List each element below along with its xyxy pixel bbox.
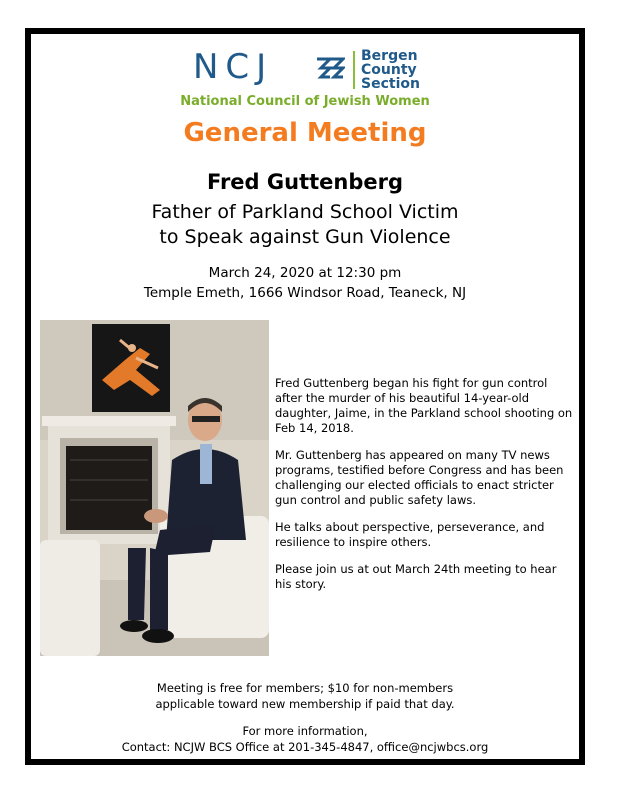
fee-line: applicable toward new membership if paid that day. bbox=[155, 697, 455, 711]
speaker-photo-illustration bbox=[40, 320, 269, 656]
ncjw-w-mark-icon bbox=[315, 53, 345, 85]
speaker-name: Fred Guttenberg bbox=[206, 170, 404, 194]
fee-line: Meeting is free for members; $10 for non-members bbox=[156, 681, 454, 695]
bio-paragraph: He talks about perspective, perseverance, and resilience to inspire others. bbox=[275, 520, 545, 549]
flyer-frame bbox=[25, 28, 585, 765]
logo-section-line: Section bbox=[361, 76, 420, 92]
event-datetime: March 24, 2020 at 12:30 pm bbox=[208, 265, 402, 281]
event-location: Temple Emeth, 1666 Windsor Road, Teaneck, NJ bbox=[143, 285, 467, 301]
ncjw-logo bbox=[193, 47, 453, 95]
logo-divider bbox=[353, 51, 355, 89]
bio-paragraph: Fred Guttenberg began his fight for gun control after the murder of his beautiful 14-year-old daughter, Jaime, in the Parkland school shooting on Feb 14, 2018. bbox=[275, 376, 573, 435]
organization-name: National Council of Jewish Women bbox=[180, 94, 430, 109]
logo-letters: NCJ bbox=[193, 47, 274, 87]
logo-section-line: County bbox=[361, 62, 417, 78]
contact-line: Contact: NCJW BCS Office at 201-345-4847, office@ncjwbcs.org bbox=[121, 740, 489, 754]
bio-paragraph: Please join us at out March 24th meeting to hear his story. bbox=[275, 562, 557, 591]
logo-section-line: Bergen bbox=[361, 48, 418, 64]
speaker-bio bbox=[275, 376, 575, 604]
speaker-photo bbox=[40, 320, 269, 656]
bio-paragraph: Mr. Guttenberg has appeared on many TV news programs, testified before Congress and has been challenging our elected officials to enact stricter gun control and public safety laws. bbox=[275, 448, 564, 507]
fee-info bbox=[31, 680, 579, 712]
meeting-title: General Meeting bbox=[183, 118, 427, 148]
contact-info bbox=[31, 723, 579, 755]
logo-section-name bbox=[361, 49, 420, 91]
event-subtitle bbox=[31, 200, 579, 250]
subtitle-line: Father of Parkland School Victim bbox=[151, 201, 459, 223]
contact-line: For more information, bbox=[242, 724, 368, 738]
subtitle-line: to Speak against Gun Violence bbox=[159, 226, 451, 248]
event-info bbox=[31, 263, 579, 303]
